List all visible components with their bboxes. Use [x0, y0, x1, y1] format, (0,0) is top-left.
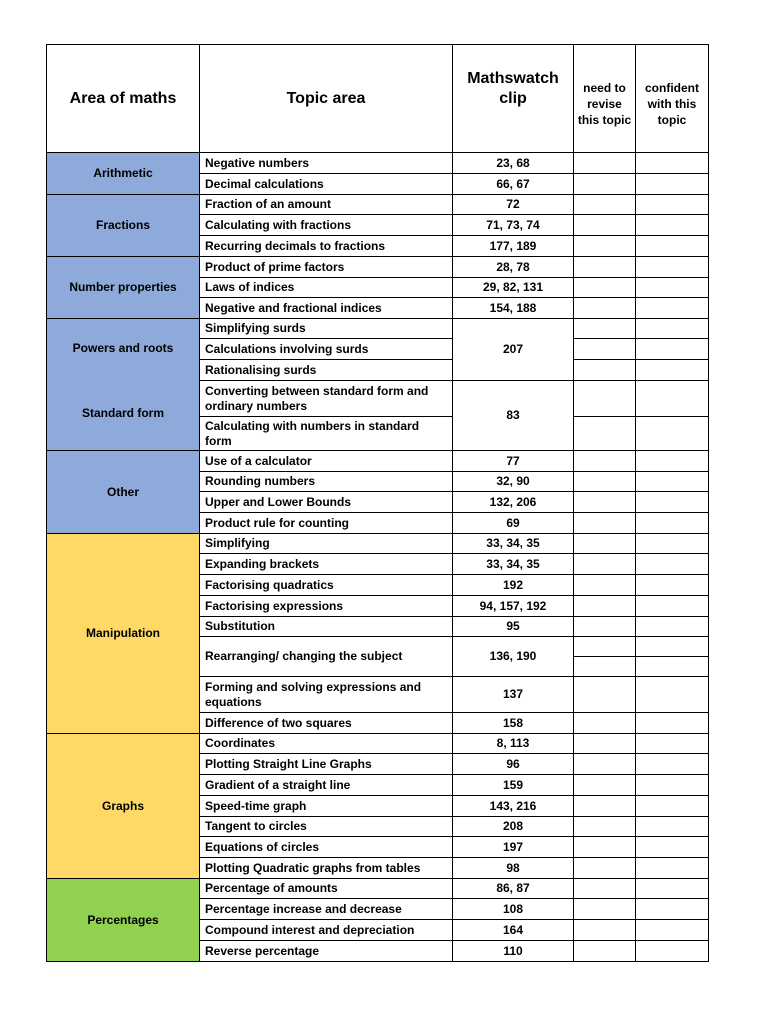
topic-cell: Product of prime factors [200, 257, 453, 278]
confident-checkbox-cell[interactable] [636, 381, 709, 417]
topic-cell: Use of a calculator [200, 451, 453, 472]
confident-checkbox-cell[interactable] [636, 513, 709, 534]
table-row [47, 319, 709, 339]
header-confident: confident with this topic [636, 45, 709, 153]
table-row [47, 879, 709, 899]
topic-cell: Gradient of a straight line [200, 775, 453, 796]
confident-checkbox-cell[interactable] [636, 417, 709, 451]
topic-cell: Calculating with fractions [200, 215, 453, 236]
topic-cell: Converting between standard form and ordinary numbers [200, 381, 453, 417]
clip-cell: 95 [453, 617, 574, 637]
topic-cell: Simplifying surds [200, 319, 453, 339]
table-row [47, 451, 709, 472]
confident-checkbox-cell[interactable] [636, 451, 709, 472]
confident-checkbox-cell[interactable] [636, 472, 709, 492]
confident-checkbox-cell[interactable] [636, 257, 709, 278]
cell-divider [636, 637, 708, 657]
header-topic-area: Topic area [200, 45, 453, 153]
clip-cell: 164 [453, 920, 574, 941]
clip-cell: 159 [453, 775, 574, 796]
topic-cell: Plotting Straight Line Graphs [200, 754, 453, 775]
revise-checkbox-cell[interactable] [574, 360, 636, 381]
topic-cell: Negative and fractional indices [200, 298, 453, 319]
header-row [47, 45, 709, 153]
confident-checkbox-cell[interactable] [636, 360, 709, 381]
revision-checklist-table [46, 44, 709, 962]
clip-cell: 94, 157, 192 [453, 596, 574, 617]
clip-cell: 137 [453, 677, 574, 713]
topic-cell: Upper and Lower Bounds [200, 492, 453, 513]
area-percentages: Percentages [47, 879, 200, 962]
revise-checkbox-cell[interactable] [574, 858, 636, 879]
clip-cell: 192 [453, 575, 574, 596]
revision-checklist-sheet [46, 44, 709, 962]
topic-cell: Percentage of amounts [200, 879, 453, 899]
clip-cell: 108 [453, 899, 574, 920]
revise-checkbox-cell[interactable] [574, 153, 636, 174]
topic-cell: Simplifying [200, 534, 453, 554]
area-number-properties: Number properties [47, 257, 200, 319]
area-powers-and-roots: Powers and roots [72, 341, 174, 355]
revise-checkbox-cell[interactable] [574, 837, 636, 858]
clip-cell: 197 [453, 837, 574, 858]
header-need-to-revise: need to revise this topic [574, 45, 636, 153]
topic-cell: Laws of indices [200, 278, 453, 298]
clip-cell: 158 [453, 713, 574, 734]
revise-checkbox-cell[interactable] [574, 637, 636, 677]
revise-checkbox-cell[interactable] [574, 451, 636, 472]
topic-cell: Percentage increase and decrease [200, 899, 453, 920]
clip-cell: 33, 34, 35 [453, 534, 574, 554]
revise-checkbox-cell[interactable] [574, 298, 636, 319]
area-fractions: Fractions [47, 195, 200, 257]
confident-checkbox-cell[interactable] [636, 492, 709, 513]
confident-checkbox-cell[interactable] [636, 775, 709, 796]
topic-cell: Reverse percentage [200, 941, 453, 962]
topic-cell: Product rule for counting [200, 513, 453, 534]
topic-cell: Substitution [200, 617, 453, 637]
clip-cell: 29, 82, 131 [453, 278, 574, 298]
topic-cell: Plotting Quadratic graphs from tables [200, 858, 453, 879]
revise-checkbox-cell[interactable] [574, 617, 636, 637]
clip-cell: 32, 90 [453, 472, 574, 492]
revise-checkbox-cell[interactable] [574, 513, 636, 534]
confident-checkbox-cell[interactable] [636, 596, 709, 617]
clip-cell: 77 [453, 451, 574, 472]
confident-checkbox-cell[interactable] [636, 817, 709, 837]
revise-checkbox-cell[interactable] [574, 215, 636, 236]
revise-checkbox-cell[interactable] [574, 174, 636, 195]
clip-cell: 98 [453, 858, 574, 879]
clip-cell: 83 [453, 381, 574, 451]
confident-checkbox-cell[interactable] [636, 941, 709, 962]
revise-checkbox-cell[interactable] [574, 596, 636, 617]
revise-checkbox-cell[interactable] [574, 381, 636, 417]
topic-cell: Difference of two squares [200, 713, 453, 734]
clip-cell: 66, 67 [453, 174, 574, 195]
confident-checkbox-cell[interactable] [636, 920, 709, 941]
revise-checkbox-cell[interactable] [574, 817, 636, 837]
topic-cell: Negative numbers [200, 153, 453, 174]
confident-checkbox-cell[interactable] [636, 236, 709, 257]
revise-checkbox-cell[interactable] [574, 713, 636, 734]
revise-checkbox-cell[interactable] [574, 472, 636, 492]
clip-cell: 33, 34, 35 [453, 554, 574, 575]
topic-cell: Coordinates [200, 734, 453, 754]
table-row [47, 195, 709, 215]
clip-cell: 132, 206 [453, 492, 574, 513]
header-mathswatch-clip: Mathswatch clip [453, 45, 574, 153]
confident-checkbox-cell[interactable] [636, 534, 709, 554]
clip-cell: 8, 113 [453, 734, 574, 754]
revise-checkbox-cell[interactable] [574, 278, 636, 298]
revise-checkbox-cell[interactable] [574, 195, 636, 215]
area-graphs: Graphs [47, 734, 200, 879]
confident-checkbox-cell[interactable] [636, 879, 709, 899]
revise-checkbox-cell[interactable] [574, 575, 636, 596]
topic-cell: Decimal calculations [200, 174, 453, 195]
revise-checkbox-cell[interactable] [574, 899, 636, 920]
clip-cell: 28, 78 [453, 257, 574, 278]
topic-cell: Factorising quadratics [200, 575, 453, 596]
revise-checkbox-cell[interactable] [574, 417, 636, 451]
table-row [47, 534, 709, 554]
revise-checkbox-cell[interactable] [574, 236, 636, 257]
clip-cell: 86, 87 [453, 879, 574, 899]
revise-checkbox-cell[interactable] [574, 879, 636, 899]
clip-cell: 23, 68 [453, 153, 574, 174]
revise-checkbox-cell[interactable] [574, 257, 636, 278]
topic-cell: Fraction of an amount [200, 195, 453, 215]
table-row [47, 257, 709, 278]
area-arithmetic: Arithmetic [47, 153, 200, 195]
topic-cell: Rationalising surds [200, 360, 453, 381]
clip-cell: 136, 190 [453, 637, 574, 677]
clip-cell: 154, 188 [453, 298, 574, 319]
revise-checkbox-cell[interactable] [574, 754, 636, 775]
clip-cell: 177, 189 [453, 236, 574, 257]
clip-cell: 110 [453, 941, 574, 962]
revise-checkbox-cell[interactable] [574, 339, 636, 360]
confident-checkbox-cell[interactable] [636, 554, 709, 575]
revise-checkbox-cell[interactable] [574, 941, 636, 962]
confident-checkbox-cell[interactable] [636, 215, 709, 236]
revise-checkbox-cell[interactable] [574, 492, 636, 513]
revise-checkbox-cell[interactable] [574, 677, 636, 713]
confident-checkbox-cell[interactable] [636, 899, 709, 920]
confident-checkbox-cell[interactable] [636, 858, 709, 879]
clip-cell: 207 [453, 319, 574, 381]
revise-checkbox-cell[interactable] [574, 920, 636, 941]
confident-checkbox-cell[interactable] [636, 734, 709, 754]
area-standard-form: Standard form [81, 406, 164, 420]
area-other: Other [47, 451, 200, 534]
table-row [47, 153, 709, 174]
confident-checkbox-cell[interactable] [636, 754, 709, 775]
revise-checkbox-cell[interactable] [574, 734, 636, 754]
topic-cell: Forming and solving expressions and equations [200, 677, 453, 713]
topic-cell: Tangent to circles [200, 817, 453, 837]
confident-checkbox-cell[interactable] [636, 677, 709, 713]
header-area-of-maths: Area of maths [47, 45, 200, 153]
confident-checkbox-cell[interactable] [636, 575, 709, 596]
confident-checkbox-cell[interactable] [636, 617, 709, 637]
confident-checkbox-cell[interactable] [636, 637, 709, 677]
confident-checkbox-cell[interactable] [636, 153, 709, 174]
clip-cell: 208 [453, 817, 574, 837]
topic-cell: Factorising expressions [200, 596, 453, 617]
clip-cell: 69 [453, 513, 574, 534]
clip-cell: 96 [453, 754, 574, 775]
revise-checkbox-cell[interactable] [574, 775, 636, 796]
revise-checkbox-cell[interactable] [574, 796, 636, 817]
revise-checkbox-cell[interactable] [574, 554, 636, 575]
revise-checkbox-cell[interactable] [574, 534, 636, 554]
topic-cell: Rearranging/ changing the subject [200, 637, 453, 677]
clip-cell: 71, 73, 74 [453, 215, 574, 236]
topic-cell: Expanding brackets [200, 554, 453, 575]
confident-checkbox-cell[interactable] [636, 195, 709, 215]
topic-cell: Calculations involving surds [200, 339, 453, 360]
topic-cell: Speed-time graph [200, 796, 453, 817]
confident-checkbox-cell[interactable] [636, 298, 709, 319]
topic-cell: Rounding numbers [200, 472, 453, 492]
cell-divider [574, 637, 635, 657]
topic-cell: Calculating with numbers in standard form [200, 417, 453, 451]
confident-checkbox-cell[interactable] [636, 339, 709, 360]
confident-checkbox-cell[interactable] [636, 713, 709, 734]
topic-cell: Compound interest and depreciation [200, 920, 453, 941]
confident-checkbox-cell[interactable] [636, 174, 709, 195]
area-powers-and-standard-form [47, 319, 200, 451]
revise-checkbox-cell[interactable] [574, 319, 636, 339]
confident-checkbox-cell[interactable] [636, 319, 709, 339]
clip-cell: 143, 216 [453, 796, 574, 817]
topic-cell: Recurring decimals to fractions [200, 236, 453, 257]
clip-cell: 72 [453, 195, 574, 215]
confident-checkbox-cell[interactable] [636, 796, 709, 817]
confident-checkbox-cell[interactable] [636, 278, 709, 298]
topic-cell: Equations of circles [200, 837, 453, 858]
table-row [47, 734, 709, 754]
area-manipulation: Manipulation [47, 534, 200, 734]
confident-checkbox-cell[interactable] [636, 837, 709, 858]
